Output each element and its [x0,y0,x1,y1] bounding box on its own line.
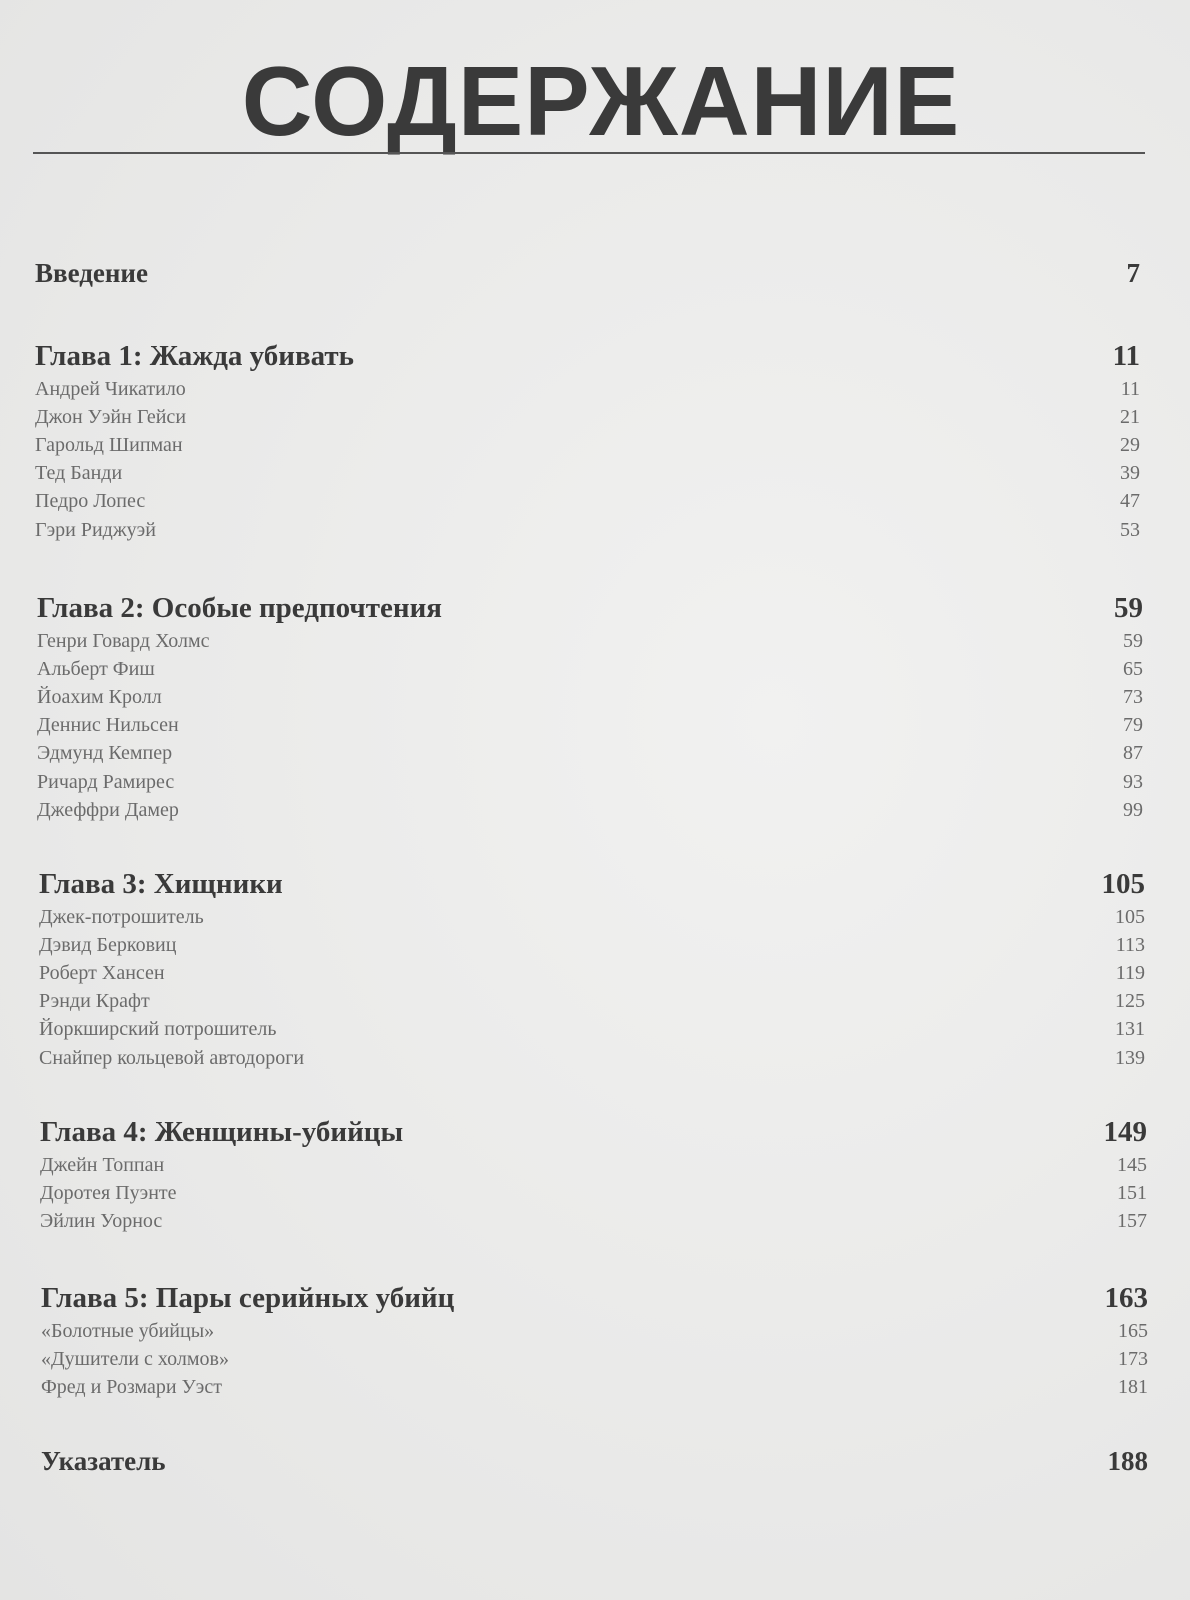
chapter-2-entry-row [37,771,1143,794]
chapter-1-entry-label: Тед Банди [35,462,123,484]
chapter-5-label: Глава 5: Пары серийных убийц [41,1282,455,1314]
index-page-number: 188 [1107,1446,1148,1476]
chapter-3-entry-page-number: 139 [1115,1047,1145,1069]
chapter-3-entry-row [39,1047,1145,1070]
chapter-4-label: Глава 4: Женщины-убийцы [40,1116,404,1148]
chapter-2-entry-page-number: 65 [1123,658,1143,680]
chapter-4-entry-row [40,1154,1147,1177]
index-label: Указатель [41,1446,166,1476]
chapter-1-entry-row [35,378,1140,401]
chapter-3-entry-row [39,962,1145,985]
chapter-1-entry-label: Андрей Чикатило [35,378,186,400]
chapter-1-entry-page-number: 47 [1120,490,1140,512]
chapter-1-entry-row [35,519,1140,542]
chapter-2-entry-label: Эдмунд Кемпер [37,742,173,764]
chapter-4-entry-page-number: 151 [1117,1182,1147,1204]
chapter-2-entry-page-number: 73 [1123,686,1143,708]
chapter-1-entry-page-number: 21 [1120,406,1140,428]
chapter-2-entry-label: Генри Говард Холмс [37,630,210,652]
intro-row [35,258,1140,289]
chapter-5-entry-page-number: 181 [1118,1376,1148,1398]
chapter-2-entry-label: Ричард Рамирес [37,771,175,793]
chapter-4-page-number: 149 [1103,1116,1147,1148]
chapter-1-entry-page-number: 11 [1120,378,1140,400]
chapter-3-entry-page-number: 131 [1115,1018,1145,1040]
chapter-3-entry-row [39,990,1145,1013]
chapter-1-entry-page-number: 53 [1120,519,1140,541]
chapter-3-entry-label: Джек-потрошитель [39,906,204,928]
chapter-1-entry-label: Джон Уэйн Гейси [35,406,187,428]
chapter-1-entry-page-number: 39 [1120,462,1140,484]
chapter-1-label: Глава 1: Жажда убивать [35,340,354,372]
chapter-3-entry-page-number: 119 [1115,962,1145,984]
chapter-5-entry-row [41,1320,1148,1343]
chapter-4-entry-page-number: 145 [1117,1154,1147,1176]
chapter-4-entry-row [40,1182,1147,1205]
chapter-1-entry-label: Педро Лопес [35,490,146,512]
chapter-2-label: Глава 2: Особые предпочтения [37,592,442,624]
chapter-3-entry-page-number: 113 [1115,934,1145,956]
chapter-2-entry-page-number: 99 [1123,799,1143,821]
chapter-1-page-number: 11 [1112,340,1140,372]
chapter-2-entry-row [37,686,1143,709]
chapter-2-entry-page-number: 59 [1123,630,1143,652]
chapter-3-label: Глава 3: Хищники [39,868,283,900]
chapter-3-entry-label: Снайпер кольцевой автодороги [39,1047,305,1069]
chapter-5-page-number: 163 [1104,1282,1148,1314]
chapter-3-entry-row [39,1018,1145,1041]
chapter-3-entry-row [39,934,1145,957]
index-row [41,1446,1148,1477]
chapter-2-page-number: 59 [1114,592,1143,624]
title-divider [33,152,1145,154]
chapter-3-entry-page-number: 125 [1115,990,1145,1012]
chapter-1-entry-label: Гэри Риджуэй [35,519,156,541]
chapter-4-entry-label: Эйлин Уорнос [40,1210,163,1232]
chapter-5-entry-page-number: 165 [1118,1320,1148,1342]
chapter-4-entry-row [40,1210,1147,1233]
chapter-3-entry-page-number: 105 [1115,906,1145,928]
chapter-3-page-number: 105 [1101,868,1145,900]
page-title: СОДЕРЖАНИЕ [241,46,961,156]
chapter-4-entry-label: Доротея Пуэнте [40,1182,177,1204]
chapter-2-entry-row [37,630,1143,653]
chapter-2-entry-label: Джеффри Дамер [37,799,179,821]
chapter-1-entry-row [35,406,1140,429]
chapter-4-entry-page-number: 157 [1117,1210,1147,1232]
chapter-2-entry-page-number: 79 [1123,714,1143,736]
chapter-2-entry-label: Альберт Фиш [37,658,155,680]
chapter-1-entry-row [35,490,1140,513]
chapter-2-entry-label: Йоахим Кролл [37,686,162,708]
chapter-2-entry-page-number: 93 [1123,771,1143,793]
chapter-5-entry-row [41,1376,1148,1399]
chapter-4-row [40,1116,1147,1149]
chapter-1-entry-row [35,434,1140,457]
chapter-2-entry-page-number: 87 [1123,742,1143,764]
chapter-2-entry-label: Деннис Нильсен [37,714,179,736]
intro-label: Введение [35,258,148,288]
chapter-2-entry-row [37,799,1143,822]
chapter-5-entry-label: Фред и Розмари Уэст [41,1376,222,1398]
chapter-1-row [35,340,1140,373]
chapter-5-entry-label: «Душители с холмов» [41,1348,229,1370]
chapter-5-entry-row [41,1348,1148,1371]
intro-page-number: 7 [1126,258,1140,288]
chapter-2-entry-row [37,742,1143,765]
chapter-3-entry-label: Рэнди Крафт [39,990,150,1012]
chapter-1-entry-label: Гарольд Шипман [35,434,183,456]
chapter-1-entry-page-number: 29 [1120,434,1140,456]
chapter-5-entry-page-number: 173 [1118,1348,1148,1370]
chapter-3-entry-row [39,906,1145,929]
chapter-2-entry-row [37,714,1143,737]
chapter-2-entry-row [37,658,1143,681]
chapter-3-entry-label: Йоркширский потрошитель [39,1018,277,1040]
chapter-5-row [41,1282,1148,1315]
chapter-5-entry-label: «Болотные убийцы» [41,1320,215,1342]
chapter-3-entry-label: Дэвид Берковиц [39,934,177,956]
chapter-3-entry-label: Роберт Хансен [39,962,165,984]
chapter-3-row [39,868,1145,901]
chapter-2-row [37,592,1143,625]
chapter-4-entry-label: Джейн Топпан [40,1154,165,1176]
chapter-1-entry-row [35,462,1140,485]
